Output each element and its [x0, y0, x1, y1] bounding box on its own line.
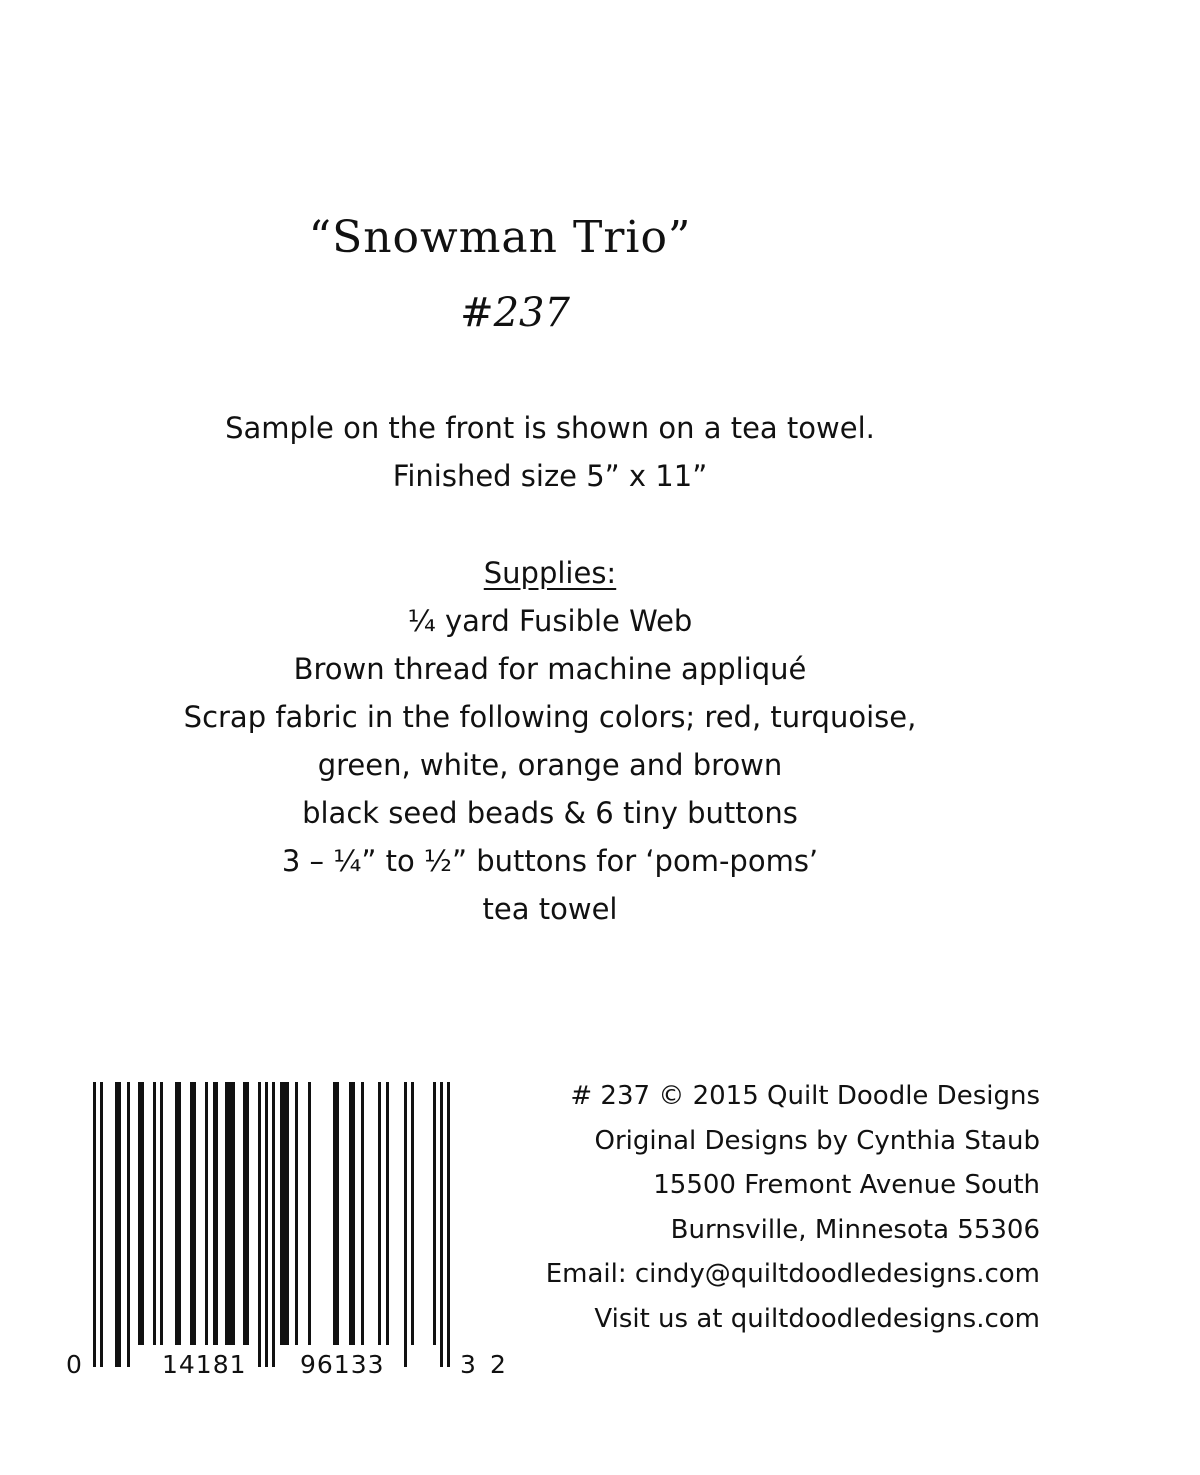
barcode-bar [175, 1082, 181, 1345]
barcode-digit: 2 [490, 1350, 506, 1379]
barcode-bar [272, 1082, 275, 1367]
supply-item: green, white, orange and brown [317, 748, 783, 782]
supply-item: black seed beads & 6 tiny buttons [302, 796, 798, 830]
barcode-bar [265, 1082, 268, 1367]
barcode-bar [127, 1082, 130, 1367]
barcode-bar [115, 1082, 121, 1367]
barcode-bar [378, 1082, 381, 1345]
barcode-bar [440, 1082, 443, 1367]
barcode-bar [243, 1082, 249, 1345]
barcode-bar [361, 1082, 364, 1345]
designer-line: Original Designs by Cynthia Staub [594, 1125, 1040, 1156]
barcode-bar [433, 1082, 436, 1345]
supply-item: Brown thread for machine appliqué [293, 652, 807, 686]
barcode-bar [333, 1082, 339, 1345]
barcode-bar [213, 1082, 218, 1345]
barcode-bar [295, 1082, 298, 1345]
supplies-heading: Supplies: [483, 556, 617, 590]
barcode-bar [411, 1082, 414, 1345]
email-line: Email: cindy@quiltdoodledesigns.com [545, 1259, 1040, 1289]
barcode-bar [100, 1082, 103, 1367]
address-street: 15500 Fremont Avenue South [653, 1170, 1040, 1200]
barcode-digit: 96133 [300, 1350, 385, 1379]
barcode-bar [308, 1082, 311, 1345]
pattern-title: “Snowman Trio” [308, 212, 692, 263]
pattern-number: #237 [460, 290, 570, 336]
barcode-bar [160, 1082, 163, 1345]
barcode-bar [258, 1082, 261, 1367]
barcode-digit: 0 [66, 1350, 82, 1379]
website-line: Visit us at quiltdoodledesigns.com [594, 1303, 1040, 1334]
barcode-digit: 3 [460, 1350, 476, 1379]
copyright-line: # 237 © 2015 Quilt Doodle Designs [570, 1081, 1040, 1111]
barcode-bar [93, 1082, 96, 1367]
barcode [0, 0, 520, 1400]
address-city: Burnsville, Minnesota 55306 [670, 1214, 1040, 1245]
description-line: Sample on the front is shown on a tea towel. [225, 411, 875, 445]
barcode-bar [225, 1082, 235, 1345]
supply-item: tea towel [482, 892, 618, 926]
barcode-bar [190, 1082, 196, 1345]
barcode-bar [205, 1082, 208, 1345]
barcode-bar [138, 1082, 144, 1345]
barcode-bar [447, 1082, 450, 1367]
supply-item: 3 – ¼” to ½” buttons for ‘pom-poms’ [281, 844, 819, 878]
description-line: Finished size 5” x 11” [392, 459, 708, 493]
barcode-digit: 14181 [162, 1350, 247, 1379]
barcode-bar [280, 1082, 289, 1345]
barcode-bar [404, 1082, 407, 1367]
barcode-bar [349, 1082, 355, 1345]
barcode-bar [386, 1082, 389, 1345]
supply-item: Scrap fabric in the following colors; red, turquoise, [183, 700, 917, 734]
publisher-info [546, 1074, 1040, 1341]
barcode-bar [153, 1082, 156, 1345]
supply-item: ¼ yard Fusible Web [407, 604, 693, 638]
